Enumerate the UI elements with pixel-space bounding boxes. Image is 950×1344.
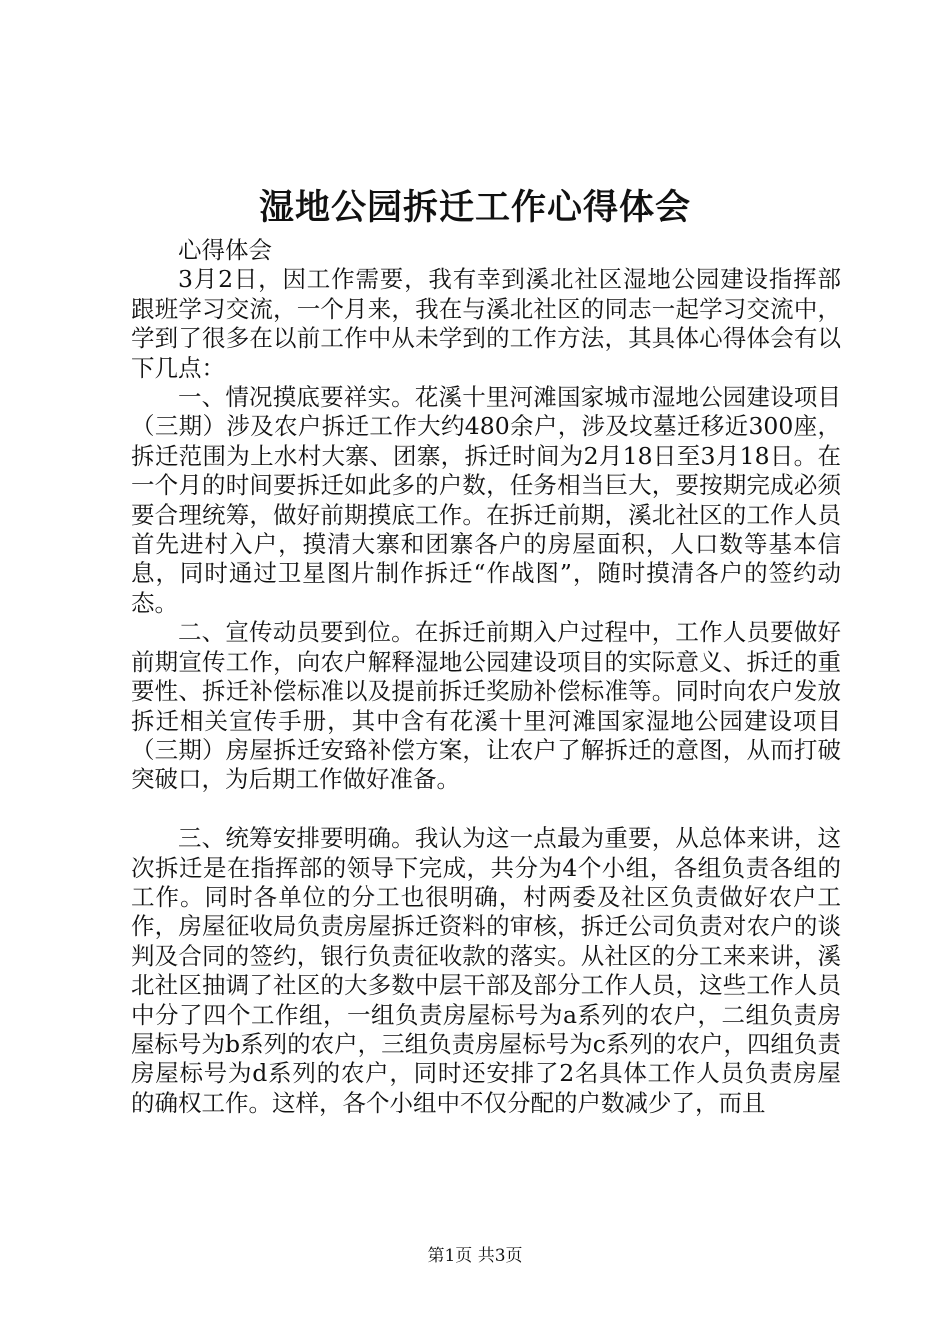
paragraph-section-1: 一、情况摸底要祥实。花溪十里河滩国家城市湿地公园建设项目（三期）涉及农户拆迁工作大约480余户，涉及坟墓迁移近300座，拆迁范围为上水村大寨、团寨，拆迁时间为2月18日至3月18日。在一个月的时间要拆迁如此多的户数，任务相当巨大，要按期完成必须要合理统筹，做好前期摸底工作。在拆迁前期，溪北社区的工作人员首先进村入户，摸清大寨和团寨各户的房屋面积，人口数等基本信息，同时通过卫星图片制作拆迁“作战图”，随时摸清各户的签约动态。 — [131, 383, 841, 617]
document-title: 湿地公园拆迁工作心得体会 — [258, 187, 691, 228]
paragraph-intro: 3月2日，因工作需要，我有幸到溪北社区湿地公园建设指挥部跟班学习交流，一个月来，我在与溪北社区的同志一起学习交流中，学到了很多在以前工作中从未学到的工作方法，其具体心得体会有以下几点： — [131, 265, 841, 382]
paragraph-heading: 心得体会 — [178, 236, 272, 264]
page-footer: 第1页 共3页 — [427, 1246, 523, 1266]
paragraph-section-3: 三、统筹安排要明确。我认为这一点最为重要，从总体来讲，这次拆迁是在指挥部的领导下完成，共分为4个小组，各组负责各组的工作。同时各单位的分工也很明确，村两委及社区负责做好农户工作，房屋征收局负责房屋拆迁资料的审核，拆迁公司负责对农户的谈判及合同的签约，银行负责征收款的落实。从社区的分工来来讲，溪北社区抽调了社区的大多数中层干部及部分工作人员，这些工作人员中分了四个工作组，一组负责房屋标号为a系列的农户，二组负责房屋标号为b系列的农户，三组负责房屋标号为c系列的农户，四组负责房屋标号为d系列的农户，同时还安排了2名具体工作人员负责房屋的确权工作。这样，各个小组中不仅分配的户数减少了，而且 — [131, 824, 841, 1117]
paragraph-section-2: 二、宣传动员要到位。在拆迁前期入户过程中，工作人员要做好前期宣传工作，向农户解释湿地公园建设项目的实际意义、拆迁的重要性、拆迁补偿标准以及提前拆迁奖励补偿标准等。同时向农户发放拆迁相关宣传手册，其中含有花溪十里河滩国家湿地公园建设项目（三期）房屋拆迁安臵补偿方案，让农户了解拆迁的意图，从而打破突破口，为后期工作做好准备。 — [131, 618, 841, 794]
document-body — [131, 236, 841, 1118]
